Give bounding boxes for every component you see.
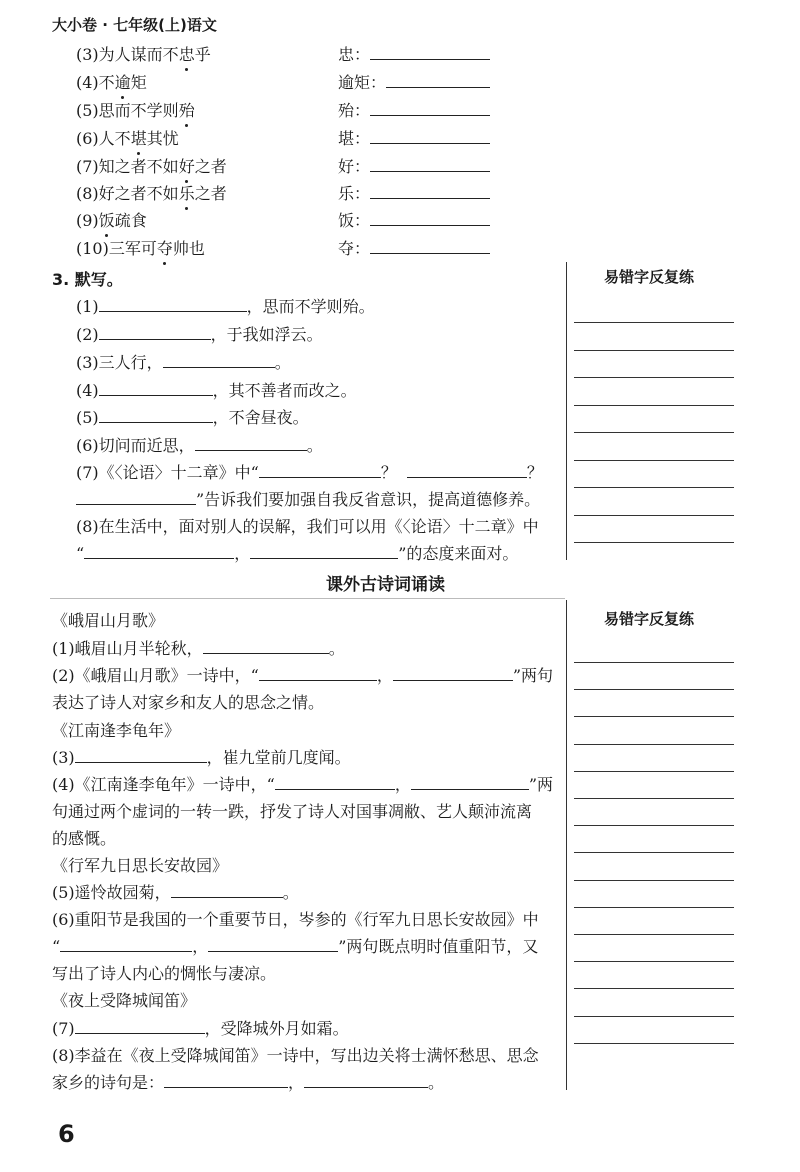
- practice-line[interactable]: [574, 852, 734, 853]
- answer-blank[interactable]: [99, 380, 213, 396]
- practice-line[interactable]: [574, 377, 734, 378]
- q3-line-2: (2) ，于我如浮云。: [76, 325, 323, 344]
- answer-blank[interactable]: [75, 747, 207, 763]
- answer-blank[interactable]: [99, 324, 211, 340]
- answer-blank[interactable]: [250, 543, 398, 559]
- q3-line-7-cont: ”告诉我们要加强自我反省意识，提高道德修养。: [76, 487, 540, 510]
- emphasized-char: 堪: [131, 126, 147, 149]
- phrase-part: 为人谋而不: [98, 45, 179, 64]
- poem-3-line-6-cont: “ ， ”两句既点明时值重阳节，又: [52, 937, 539, 956]
- meaning-key: 忠：: [338, 45, 371, 64]
- practice-line[interactable]: [574, 934, 734, 935]
- phrase-part: 知之者不如: [98, 157, 179, 176]
- item-number: (9): [76, 211, 99, 230]
- poem-4-line-8: (8)李益在《夜上受降城闻笛》一诗中，写出边关将士满怀愁思、思念: [52, 1046, 539, 1065]
- meaning-answer: [338, 126, 490, 149]
- meaning-key: 夺：: [338, 239, 371, 258]
- item-number: (10): [76, 239, 109, 258]
- answer-blank[interactable]: [259, 665, 377, 681]
- item-number: (4): [76, 73, 99, 92]
- q3-line-4: (4) ，其不善者而改之。: [76, 381, 357, 400]
- practice-line[interactable]: [574, 771, 734, 772]
- book-header: 大小卷 · 七年级(上)语文: [52, 16, 217, 34]
- meaning-item: [76, 42, 211, 65]
- practice-line[interactable]: [574, 907, 734, 908]
- phrase-part: 乎: [194, 45, 211, 64]
- poem-3-line-6: (6)重阳节是我国的一个重要节日，岑参的《行军九日思长安故园》中: [52, 910, 539, 929]
- poem-2-line-3: (3) ，崔九堂前几度闻。: [52, 748, 351, 767]
- answer-blank[interactable]: [275, 774, 395, 790]
- item-number: (7): [76, 157, 99, 176]
- answer-blank[interactable]: [75, 1018, 205, 1034]
- poem-title-4: 《夜上受降城闻笛》: [52, 991, 197, 1010]
- meaning-item: [76, 154, 227, 177]
- practice-line[interactable]: [574, 662, 734, 663]
- answer-blank[interactable]: [393, 665, 513, 681]
- meaning-key: 逾矩：: [338, 73, 387, 92]
- practice-line[interactable]: [574, 716, 734, 717]
- answer-blank[interactable]: [203, 638, 329, 654]
- answer-blank[interactable]: [76, 489, 196, 505]
- practice-box-2: [566, 600, 567, 1090]
- meaning-item: [76, 70, 147, 93]
- poem-3-line-6-cont2: 写出了诗人内心的惆怅与凄凉。: [52, 964, 277, 983]
- answer-blank[interactable]: [60, 936, 192, 952]
- practice-line[interactable]: [574, 744, 734, 745]
- answer-blank[interactable]: [370, 128, 490, 144]
- poem-title-3: 《行军九日思长安故园》: [52, 856, 229, 875]
- poem-3-line-5: (5)遥怜故园菊， 。: [52, 883, 299, 902]
- answer-blank[interactable]: [370, 183, 490, 199]
- meaning-answer: [338, 98, 490, 121]
- phrase-part: 其忧: [146, 129, 179, 148]
- meaning-answer: [338, 236, 490, 259]
- emphasized-char: 饭: [99, 208, 115, 231]
- phrase-part: 人不: [98, 129, 131, 148]
- q3-line-8-cont: “ ， ”的态度来面对。: [76, 544, 519, 563]
- meaning-item: [76, 208, 147, 231]
- practice-box-2-title: 易错字反复练: [604, 610, 695, 628]
- meaning-item: [76, 181, 227, 204]
- answer-blank[interactable]: [171, 882, 283, 898]
- q3-title: 3. 默写。: [52, 270, 123, 289]
- practice-line[interactable]: [574, 825, 734, 826]
- poem-2-line-4-cont: 句通过两个虚词的一转一跌，抒发了诗人对国事凋敝、艺人颠沛流离: [52, 802, 533, 821]
- phrase-part: 三军可: [108, 239, 157, 258]
- practice-box-1-title: 易错字反复练: [604, 268, 695, 286]
- answer-blank[interactable]: [163, 352, 275, 368]
- q3-line-8: (8)在生活中，面对别人的误解，我们可以用《〈论语〉十二章》中: [76, 517, 539, 536]
- answer-blank[interactable]: [370, 210, 490, 226]
- answer-blank[interactable]: [208, 936, 338, 952]
- phrase-part: 之者: [194, 184, 227, 203]
- meaning-answer: [338, 154, 490, 177]
- phrase-part: 帅也: [172, 239, 205, 258]
- answer-blank[interactable]: [370, 100, 490, 116]
- phrase-part: 矩: [130, 73, 147, 92]
- practice-line[interactable]: [574, 432, 734, 433]
- practice-line[interactable]: [574, 515, 734, 516]
- answer-blank[interactable]: [259, 462, 381, 478]
- answer-blank[interactable]: [386, 72, 490, 88]
- q3-line-7: (7)《〈论语〉十二章》中“ ？ ？: [76, 463, 543, 482]
- answer-blank[interactable]: [195, 435, 307, 451]
- practice-line[interactable]: [574, 487, 734, 488]
- q3-line-5: (5) ，不舍昼夜。: [76, 408, 309, 427]
- emphasized-char: 忠: [179, 42, 195, 65]
- meaning-item: [76, 98, 195, 121]
- poem-1-line-2: (2)《峨眉山月歌》一诗中，“ ， ”两句: [52, 666, 554, 685]
- section-divider: [50, 598, 565, 599]
- emphasized-char: 好: [179, 154, 195, 177]
- answer-blank[interactable]: [411, 774, 529, 790]
- answer-blank[interactable]: [407, 462, 527, 478]
- page-number: 6: [58, 1120, 75, 1148]
- answer-blank[interactable]: [370, 156, 490, 172]
- q3-line-6: (6)切问而近思， 。: [76, 436, 323, 455]
- emphasized-char: 乐: [179, 181, 195, 204]
- answer-blank[interactable]: [304, 1072, 428, 1088]
- meaning-item: [76, 236, 205, 259]
- emphasized-char: 殆: [179, 98, 195, 121]
- phrase-part: 之者: [194, 157, 227, 176]
- item-number: (3): [76, 45, 99, 64]
- section-title: 课外古诗词诵读: [326, 575, 445, 595]
- poem-title-1: 《峨眉山月歌》: [52, 611, 165, 630]
- meaning-item: [76, 126, 179, 149]
- practice-line[interactable]: [574, 405, 734, 406]
- poem-title-2: 《江南逢李龟年》: [52, 721, 181, 740]
- meaning-answer: [338, 181, 490, 204]
- meaning-answer: [338, 208, 490, 231]
- practice-line[interactable]: [574, 542, 734, 543]
- phrase-part: 不: [98, 73, 115, 92]
- practice-line[interactable]: [574, 798, 734, 799]
- answer-blank[interactable]: [370, 238, 490, 254]
- answer-blank[interactable]: [99, 407, 213, 423]
- item-number: (5): [76, 101, 99, 120]
- meaning-key: 殆：: [338, 101, 371, 120]
- emphasized-char: 逾: [115, 70, 131, 93]
- phrase-part: 好之者不如: [98, 184, 179, 203]
- answer-blank[interactable]: [84, 543, 234, 559]
- practice-box-1: [566, 262, 567, 560]
- poem-1-line-1: (1)峨眉山月半轮秋， 。: [52, 639, 345, 658]
- poem-2-line-4: (4)《江南逢李龟年》一诗中，“ ， ”两: [52, 775, 554, 794]
- answer-blank[interactable]: [370, 44, 490, 60]
- q3-line-3: (3)三人行， 。: [76, 353, 291, 372]
- practice-line[interactable]: [574, 1016, 734, 1017]
- meaning-key: 乐：: [338, 184, 371, 203]
- meaning-answer: [338, 42, 490, 65]
- item-number: (8): [76, 184, 99, 203]
- answer-blank[interactable]: [99, 296, 247, 312]
- answer-blank[interactable]: [164, 1072, 288, 1088]
- q3-line-1: (1) ，思而不学则殆。: [76, 297, 375, 316]
- meaning-key: 堪：: [338, 129, 371, 148]
- practice-line[interactable]: [574, 988, 734, 989]
- practice-line[interactable]: [574, 350, 734, 351]
- emphasized-char: 夺: [157, 236, 173, 259]
- practice-line[interactable]: [574, 1043, 734, 1044]
- meaning-key: 饭：: [338, 211, 371, 230]
- poem-1-line-2-cont: 表达了诗人对家乡和友人的思念之情。: [52, 693, 325, 712]
- practice-line[interactable]: [574, 880, 734, 881]
- phrase-part: 思而不学则: [98, 101, 179, 120]
- poem-4-line-7: (7) ，受降城外月如霜。: [52, 1019, 349, 1038]
- phrase-part: 疏食: [114, 211, 147, 230]
- practice-line[interactable]: [574, 322, 734, 323]
- practice-line[interactable]: [574, 961, 734, 962]
- practice-line[interactable]: [574, 689, 734, 690]
- meaning-answer: [338, 70, 490, 93]
- poem-4-line-8-cont: 家乡的诗句是： ， 。: [52, 1073, 445, 1092]
- item-number: (6): [76, 129, 99, 148]
- practice-line[interactable]: [574, 460, 734, 461]
- meaning-key: 好：: [338, 157, 371, 176]
- poem-2-line-4-cont2: 的感慨。: [52, 829, 117, 848]
